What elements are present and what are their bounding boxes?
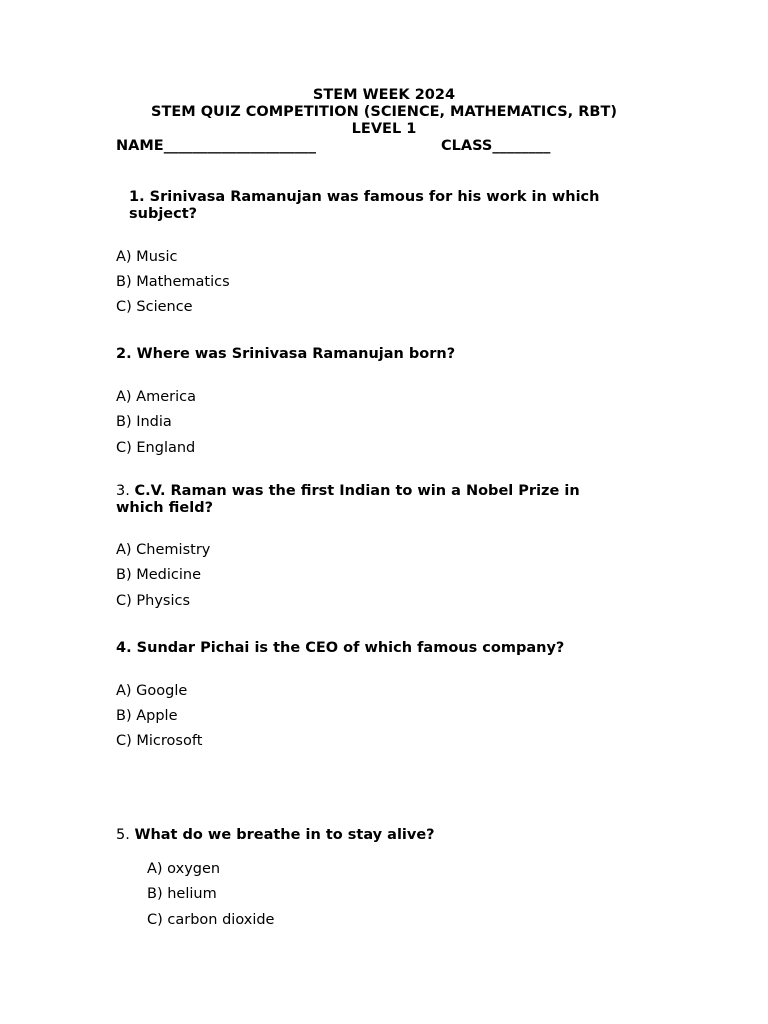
question-text: Srinivasa Ramanujan was famous for his work in which subject? xyxy=(129,189,600,222)
question-1 xyxy=(129,189,649,223)
option-item: A) America xyxy=(116,389,196,405)
option-item: C) Microsoft xyxy=(116,733,203,749)
question-4 xyxy=(116,640,656,657)
option-item: B) Mathematics xyxy=(116,274,230,290)
header-subtitle: STEM QUIZ COMPETITION (SCIENCE, MATHEMATICS, RBT) xyxy=(151,104,617,120)
question-text: Sundar Pichai is the CEO of which famous company? xyxy=(136,640,565,656)
question-text: C.V. Raman was the first Indian to win a Nobel Prize in which field? xyxy=(116,483,580,516)
class-field: CLASS________ xyxy=(441,138,551,154)
header-level: LEVEL 1 xyxy=(351,121,417,137)
option-item: B) helium xyxy=(147,886,217,902)
option-item: B) Apple xyxy=(116,708,178,724)
question-text: What do we breathe in to stay alive? xyxy=(134,827,435,843)
option-item: A) Google xyxy=(116,683,188,699)
question-number: 2. xyxy=(116,346,132,362)
option-item: A) Music xyxy=(116,249,178,265)
question-number: 5. xyxy=(116,827,130,843)
header-title: STEM WEEK 2024 xyxy=(312,87,456,103)
question-number: 1. xyxy=(129,189,145,205)
option-item: B) Medicine xyxy=(116,567,201,583)
question-5 xyxy=(116,827,656,844)
name-field: NAME_____________________ xyxy=(116,138,316,154)
question-2 xyxy=(116,346,656,363)
question-text: Where was Srinivasa Ramanujan born? xyxy=(136,346,456,362)
option-item: A) Chemistry xyxy=(116,542,211,558)
option-item: C) carbon dioxide xyxy=(147,912,275,928)
option-item: C) Science xyxy=(116,299,193,315)
question-number: 3. xyxy=(116,483,130,499)
question-3 xyxy=(116,483,626,517)
option-item: B) India xyxy=(116,414,172,430)
option-item: C) England xyxy=(116,440,196,456)
question-number: 4. xyxy=(116,640,132,656)
option-item: A) oxygen xyxy=(147,861,221,877)
option-item: C) Physics xyxy=(116,593,191,609)
